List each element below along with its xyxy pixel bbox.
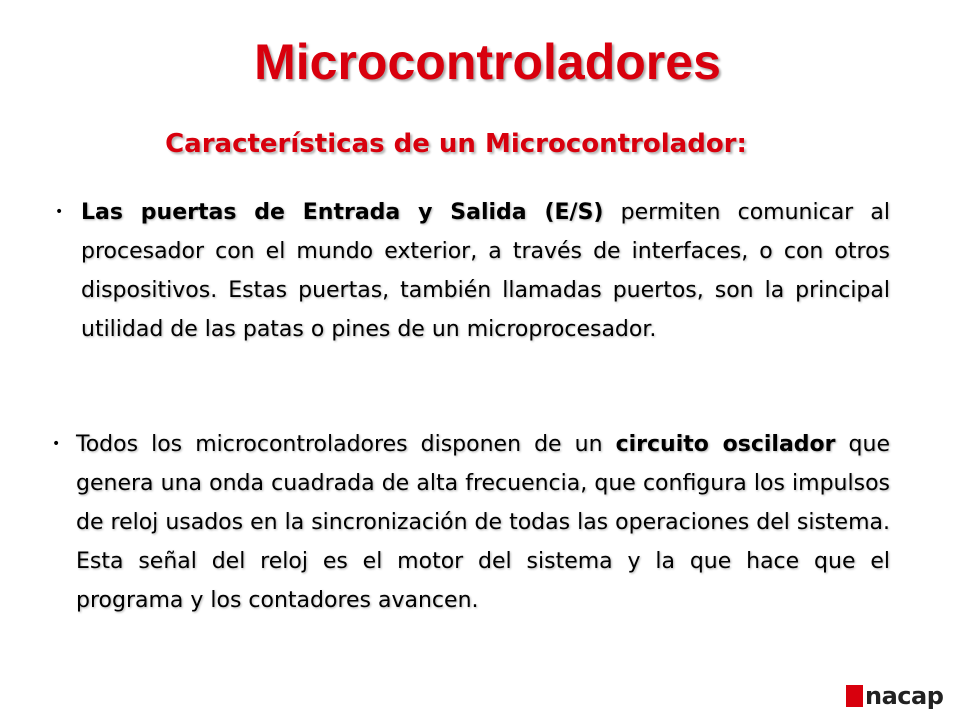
bullet-text: permiten comunicar al procesador con el mundo exterior, a través de interfaces, o con otros dispositivos. Estas puertas, también llamadas puertos, son la principal utilidad de las patas o pines de un microprocesador. <box>81 200 890 342</box>
bullet-item-io-ports <box>81 193 890 349</box>
logo-text: nacap <box>865 682 944 710</box>
bullet-text: que genera una onda cuadrada de alta frecuencia, que configura los impulsos de reloj usados en la sincronización de todas las operaciones del sistema. Esta señal del reloj es el motor del sistema y la que hace que el programa y los contadores avancen. <box>76 432 890 613</box>
bullet-icon: • <box>55 204 64 220</box>
inacap-mark-icon <box>846 685 863 707</box>
bullet-icon: • <box>52 436 61 452</box>
slide-subtitle: Características de un Microcontrolador: <box>165 129 747 159</box>
bullet-lead: Todos los microcontroladores disponen de un <box>76 432 616 457</box>
inacap-logo <box>846 680 943 712</box>
slide-title: Microcontroladores <box>254 34 721 90</box>
bullet-bold-term: circuito oscilador <box>615 432 836 457</box>
bullet-item-oscillator <box>76 425 890 620</box>
bullet-bold-lead: Las puertas de Entrada y Salida (E/S) <box>81 200 604 225</box>
